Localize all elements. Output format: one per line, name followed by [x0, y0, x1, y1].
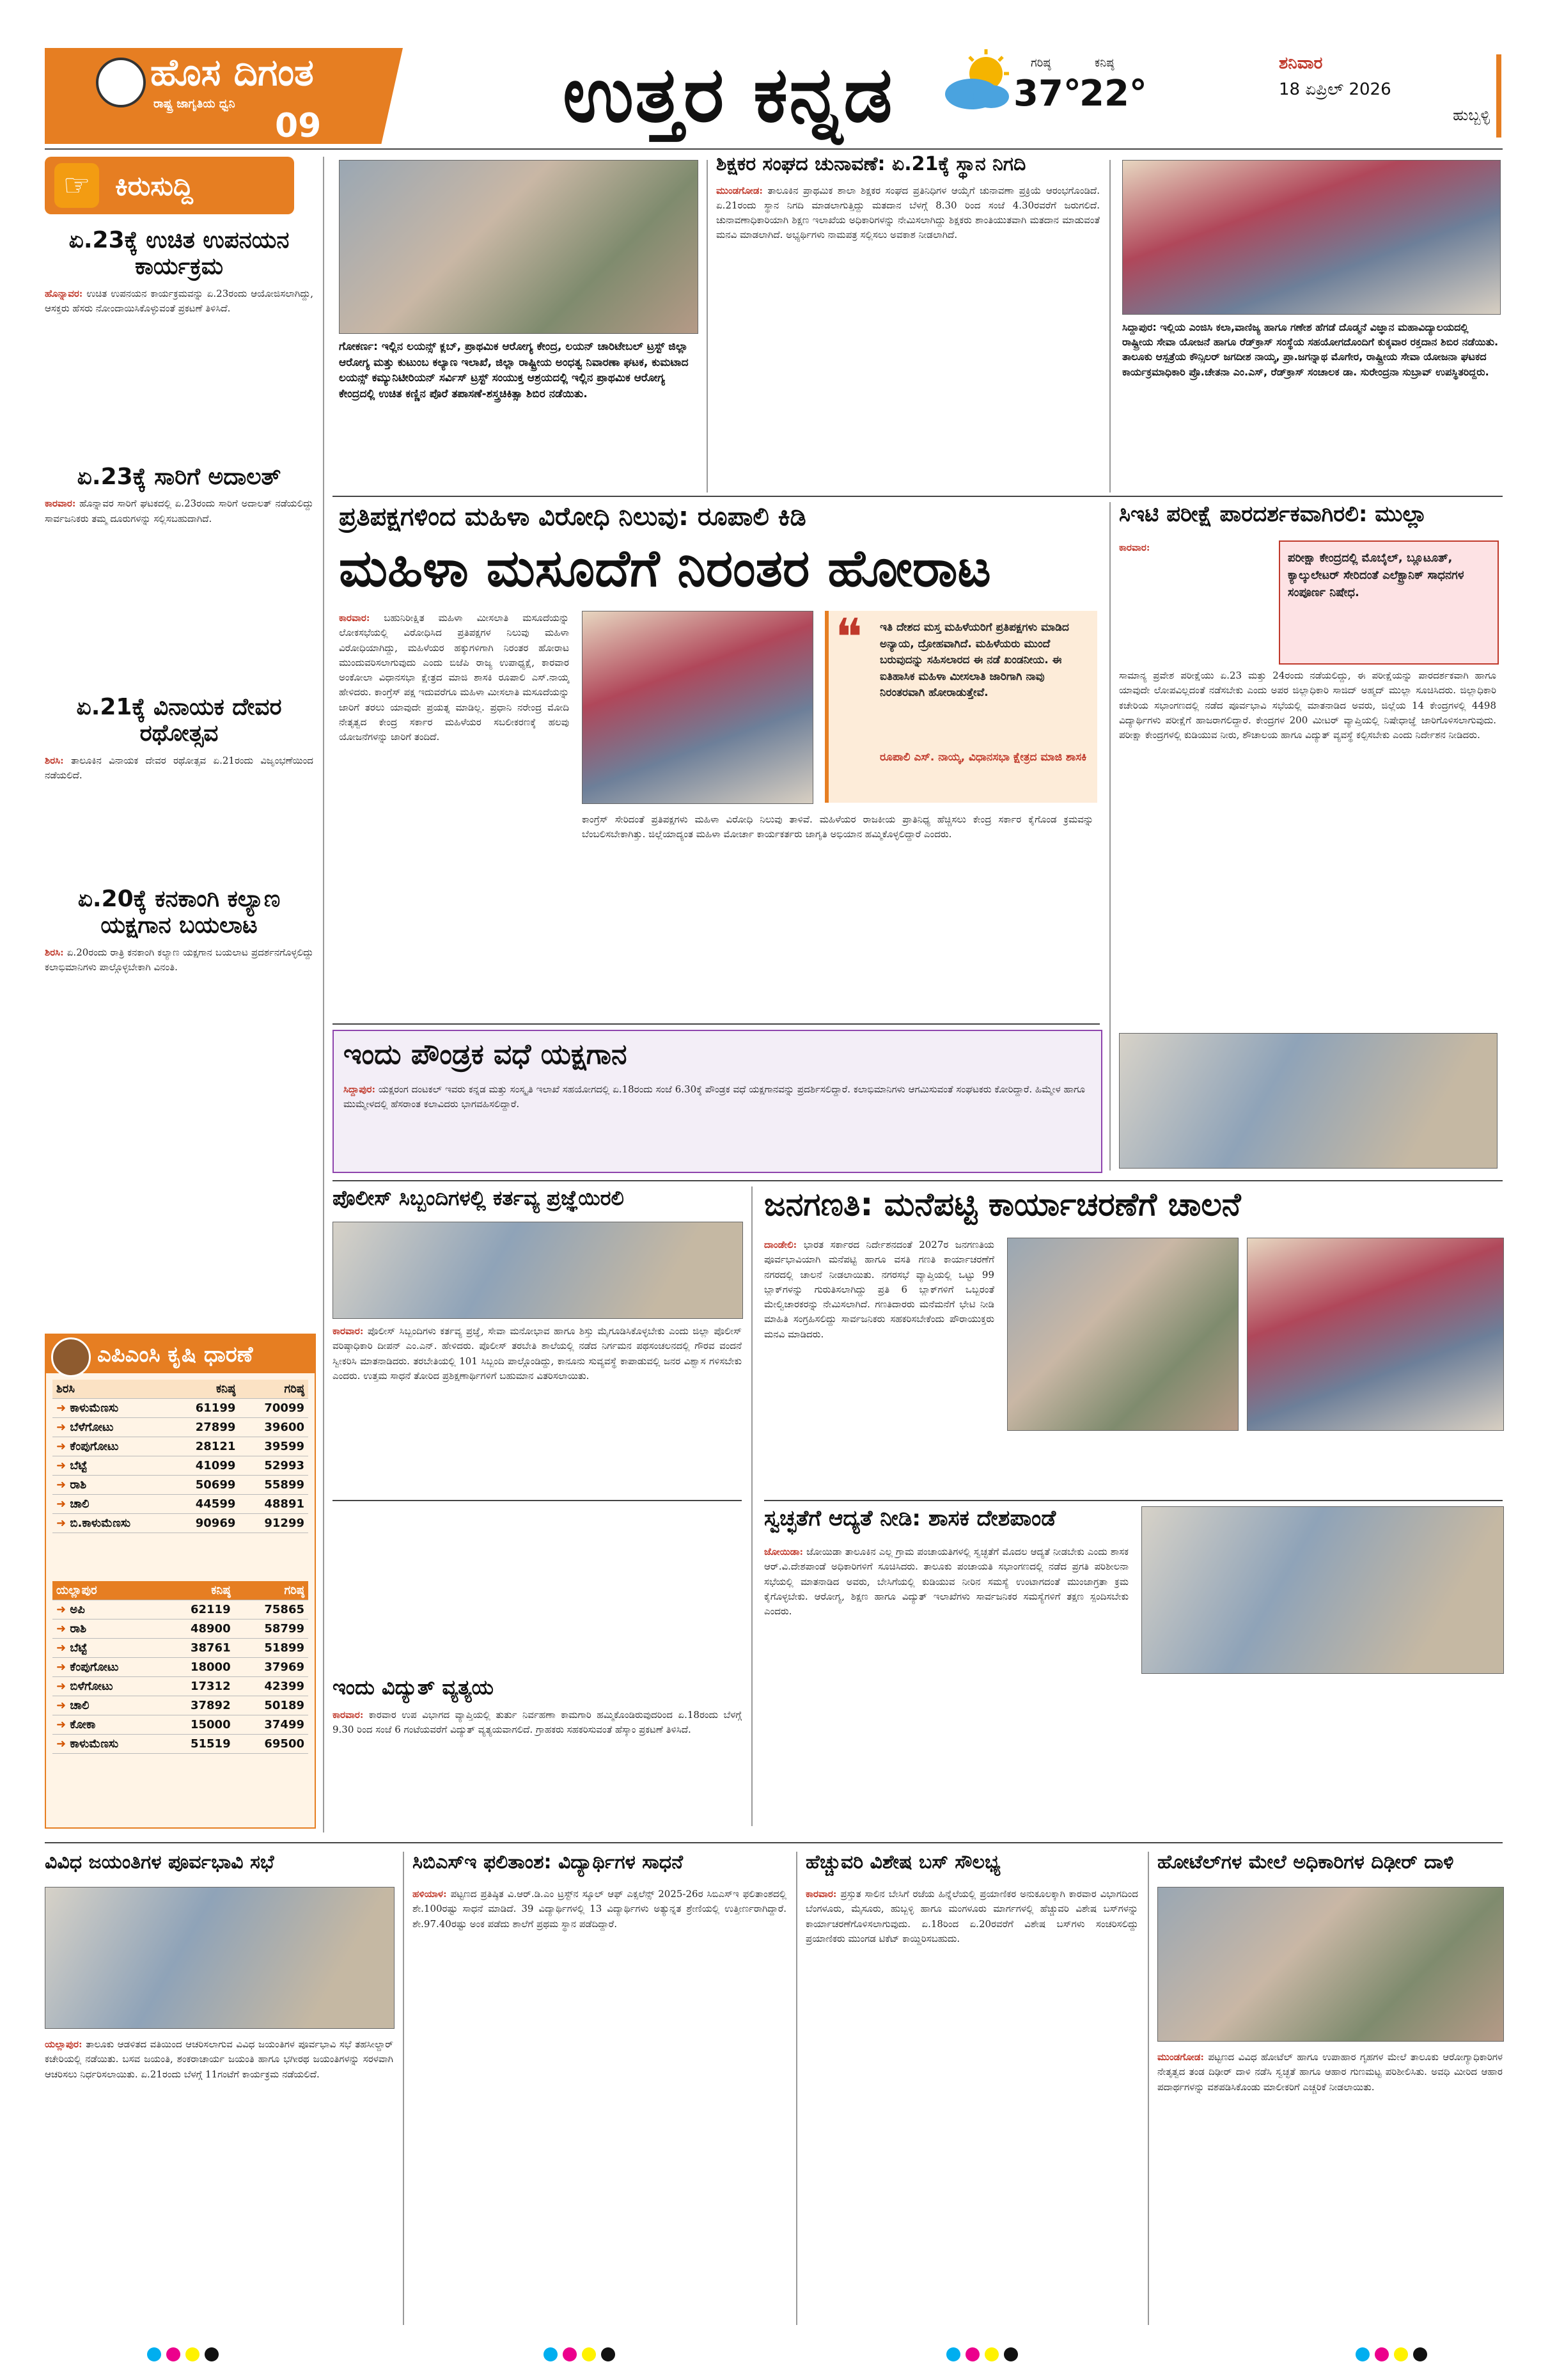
story-title: ಸ್ವಚ್ಛತೆಗೆ ಆದ್ಯತೆ ನೀಡಿ: ಶಾಸಕ ದೇಶಪಾಂಡೆ — [764, 1506, 1056, 1531]
column-divider — [751, 1186, 753, 1826]
min-temp-label: ಕನಿಷ್ಠ — [1095, 56, 1115, 70]
market-item: ರಾಶಿ — [70, 1622, 87, 1635]
kiru-item-body — [45, 945, 313, 975]
cet-exam-story — [1119, 502, 1503, 1174]
section-rule — [764, 1500, 1503, 1501]
table-row: ➜ ಅಪಿ 62119 75865 — [52, 1600, 308, 1620]
story-title: ಸಿಬಿಎಸ್‌ಇ ಫಲಿತಾಂಶ: ವಿದ್ಯಾರ್ಥಿಗಳ ಸಾಧನೆ — [412, 1851, 684, 1873]
story-body — [806, 1887, 1138, 1946]
section-rule — [332, 496, 1503, 497]
weekday: ಶನಿವಾರ — [1279, 54, 1323, 73]
story-title: ಜನಗಣತಿ: ಮನೆಪಟ್ಟಿ ಕಾರ್ಯಾಚರಣೆಗೆ ಚಾಲನೆ — [764, 1186, 1241, 1223]
column-divider — [1109, 160, 1111, 493]
market-max: 75865 — [235, 1600, 308, 1620]
story-text: ಕಾರವಾರ ಉಪ ವಿಭಾಗದ ವ್ಯಾಪ್ತಿಯಲ್ಲಿ ತುರ್ತು ನಿರ್ವಹಣಾ ಕಾಮಗಾರಿ ಹಮ್ಮಿಕೊಂಡಿರುವುದರಿಂದ ಏ.18ರಂದು ಬೆಳಗ್ಗೆ 9.30 ರಿಂದ ಸಂಜೆ 6 ಗಂಟೆಯವರೆಗೆ ವಿದ್ಯುತ್ ವ್ಯತ್ಯಯವಾಗಲಿದೆ. ಗ್ರಾಹಕರು ಸಹಕರಿಸುವಂತೆ ಹೆಸ್ಕಾಂ ಪ್ರಕಟಣೆ ತಿಳಿಸಿದೆ. — [332, 1709, 742, 1736]
market-title: ಎಪಿಎಂಸಿ ಕೃಷಿ ಧಾರಣೆ — [97, 1342, 253, 1367]
market-min: 28121 — [171, 1437, 240, 1456]
bottom-story — [806, 1852, 1138, 2325]
apmc-market-box — [45, 1334, 316, 1829]
table-row: ➜ ಬಿ.ಕಾಳುಮೆಣಸು 90969 91299 — [52, 1514, 308, 1533]
story-body — [343, 1082, 1085, 1112]
market-min: 18000 — [160, 1658, 234, 1677]
masthead — [0, 0, 1541, 154]
kiru-item-body — [45, 287, 313, 317]
story-text: ಪಟ್ಟಣದ ವಿವಿಧ ಹೋಟೆಲ್ ಹಾಗೂ ಉಪಾಹಾರ ಗೃಹಗಳ ಮೇಲೆ ತಾಲೂಕು ಆರೋಗ್ಯಾಧಿಕಾರಿಗಳ ನೇತೃತ್ವದ ತಂಡ ದಿಢೀರ್ ದಾಳಿ ನಡೆಸಿ ಸ್ವಚ್ಛತೆ ಹಾಗೂ ಆಹಾರ ಗುಣಮಟ್ಟ ಪರಿಶೀಲಿಸಿತು. ಅವಧಿ ಮೀರಿದ ಆಹಾರ ಪದಾರ್ಥಗಳನ್ನು ವಶಪಡಿಸಿಕೊಂಡು ಮಾಲೀಕರಿಗೆ ಎಚ್ಚರಿಕೆ ನೀಡಲಾಯಿತು. — [1157, 2051, 1503, 2093]
census-photo-2 — [1247, 1238, 1504, 1431]
market-item: ಬೆಳೆಗೋಟು — [70, 1421, 114, 1434]
table-row: ➜ ಬಿಳೆಗೋಟು 17312 42399 — [52, 1677, 308, 1696]
story-dateline: ಮುಂಡಗೋಡ: — [716, 184, 763, 196]
table-row: ➜ ಬೆಟ್ಟೆ 41099 52993 — [52, 1456, 308, 1476]
market-item: ಚಾಲಿ — [70, 1497, 90, 1511]
market-min: 37892 — [160, 1696, 234, 1715]
story-body — [764, 1238, 994, 1342]
kiru-item-dateline: ಶಿರಸಿ: — [45, 946, 64, 958]
color-registration-marks — [147, 2347, 224, 2364]
color-registration-marks — [946, 2347, 1023, 2364]
lead-body-1 — [339, 611, 569, 745]
story-text: ತಾಲೂಕಿನ ಪ್ರಾಥಮಿಕ ಶಾಲಾ ಶಿಕ್ಷಕರ ಸಂಘದ ಪ್ರತಿನಿಧಿಗಳ ಆಯ್ಕೆಗೆ ಚುನಾವಣಾ ಪ್ರಕ್ರಿಯೆ ಆರಂಭಗೊಂಡಿದೆ. ಏ.21ರಂದು ಸ್ಥಾನ ನಿಗದಿ ಮಾಡಲಾಗುತ್ತಿದ್ದು ಮತದಾನ ಬೆಳಗ್ಗೆ 8.30 ರಿಂದ ಸಂಜೆ 4.30ರವರೆಗೆ ಜರುಗಲಿದೆ. ಚುನಾವಣಾಧಿಕಾರಿಯಾಗಿ ಶಿಕ್ಷಣ ಇಲಾಖೆಯ ಅಧಿಕಾರಿಗಳನ್ನು ನೇಮಿಸಲಾಗಿದ್ದು ಶಿಕ್ಷಕರು ಶಾಂತಿಯುತವಾಗಿ ಮತದಾನ ಮಾಡುವಂತೆ ಮನವಿ ಮಾಡಲಾಗಿದೆ. ಅಭ್ಯರ್ಥಿಗಳು ನಾಮಪತ್ರ ಸಲ್ಲಿಸಲು ಅವಕಾಶ ನೀಡಲಾಗಿದೆ. — [716, 184, 1100, 241]
market-min: 51519 — [160, 1735, 234, 1754]
table-row: ➜ ಕೆಂಪುಗೋಟು 28121 39599 — [52, 1437, 308, 1456]
hand-icon: ☞ — [54, 163, 99, 208]
story-body — [332, 1708, 742, 1738]
story-body — [1119, 540, 1269, 555]
story-dateline: ಹಳಿಯಾಳ: — [412, 1888, 447, 1900]
story-text: ಪೊಲೀಸ್ ಸಿಬ್ಬಂದಿಗಳು ಕರ್ತವ್ಯ ಪ್ರಜ್ಞೆ, ಸೇವಾ ಮನೋಭಾವ ಹಾಗೂ ಶಿಸ್ತು ಮೈಗೂಡಿಸಿಕೊಳ್ಳಬೇಕು ಎಂದು ಜಿಲ್ಲಾ ಪೊಲೀಸ್ ವರಿಷ್ಠಾಧಿಕಾರಿ ದೀಪನ್ ಎಂ.ಎನ್. ಹೇಳಿದರು. ಪೊಲೀಸ್ ತರಬೇತಿ ಶಾಲೆಯಲ್ಲಿ ನಡೆದ ನಿರ್ಗಮನ ಪಥಸಂಚಲನದಲ್ಲಿ ಗೌರವ ವಂದನೆ ಸ್ವೀಕರಿಸಿ ಮಾತನಾಡಿದರು. ತರಬೇತಿಯಲ್ಲಿ 101 ಸಿಬ್ಬಂದಿ ಪಾಲ್ಗೊಂಡಿದ್ದು, ಕಾನೂನು ಸುವ್ಯವಸ್ಥೆ ಕಾಪಾಡುವಲ್ಲಿ ಜನರ ವಿಶ್ವಾಸ ಗಳಿಸಬೇಕು ಎಂದರು. ಉತ್ತಮ ಸಾಧನೆ ತೋರಿದ ಪ್ರಶಿಕ್ಷಣಾರ್ಥಿಗಳಿಗೆ ಬಹುಮಾನ ವಿತರಿಸಲಾಯಿತು. — [332, 1325, 742, 1382]
market-max: 91299 — [239, 1514, 308, 1533]
market-item: ಬಿಳೆಗೋಟು — [70, 1680, 113, 1693]
masthead-right-bar — [1496, 54, 1501, 138]
eye-camp-caption: ಗೋಕರ್ಣ: ಇಲ್ಲಿನ ಲಯನ್ಸ್ ಕ್ಲಬ್, ಪ್ರಾಥಮಿಕ ಆರೋಗ್ಯ ಕೇಂದ್ರ, ಲಯನ್ ಚಾರಿಟೇಬಲ್ ಟ್ರಸ್ಟ್ ಜಿಲ್ಲಾ ಆರೋಗ್ಯ ಮತ್ತು ಕುಟುಂಬ ಕಲ್ಯಾಣ ಇಲಾಖೆ, ಜಿಲ್ಲಾ ರಾಷ್ಟ್ರೀಯ ಅಂಧತ್ವ ನಿವಾರಣಾ ಘಟಕ, ಕುಮಟಾದ ಲಯನ್ಸ್ ಕಮ್ಯುನಿಟೀರಿಯನ್ ಸರ್ವಿಸ್ ಟ್ರಸ್ಟ್ ಸಂಯುಕ್ತ ಆಶ್ರಯದಲ್ಲಿ ಇಲ್ಲಿನ ಪ್ರಾಥಮಿಕ ಆರೋಗ್ಯ ಕೇಂದ್ರದಲ್ಲಿ ಉಚಿತ ಕಣ್ಣಿನ ಪೊರೆ ತಪಾಸಣೆ-ಶಸ್ತ್ರಚಿಕಿತ್ಸಾ ಶಿಬಿರ ನಡೆಯಿತು. — [339, 340, 689, 400]
market-max: 42399 — [235, 1677, 308, 1696]
market-min: 27899 — [171, 1418, 240, 1437]
market-item: ಕೆಂಪುಗೋಟು — [70, 1440, 119, 1453]
table-row: ➜ ರಾಶಿ 48900 58799 — [52, 1620, 308, 1639]
market-table-sirsi — [52, 1380, 308, 1533]
lead-quote: ಇತಿ ದೇಶದ ಮಸ್ತ ಮಹಿಳೆಯರಿಗೆ ಪ್ರತಿಪಕ್ಷಗಳು ಮಾಡಿದ ಅನ್ಯಾಯ, ದ್ರೋಹವಾಗಿದೆ. ಮಹಿಳೆಯರು ಮುಂದೆ ಬರುವುದನ್ನು ಸಹಿಸಲಾರದ ಈ ನಡೆ ಖಂಡನೀಯ. ಈ ಐತಿಹಾಸಿಕ ಮಹಿಳಾ ಮೀಸಲಾತಿ ಜಾರಿಗಾಗಿ ನಾವು ನಿರಂತರವಾಗಿ ಹೋರಾಡುತ್ತೇವೆ. — [880, 621, 1069, 699]
lead-quote-by: ರೂಪಾಲಿ ಎಸ್. ನಾಯ್ಕ, ವಿಧಾನಸಭಾ ಕ್ಷೇತ್ರದ ಮಾಜಿ ಶಾಸಕಿ — [880, 751, 1087, 764]
rupali-naik-photo — [582, 611, 813, 804]
market-item: ರಾಶಿ — [70, 1478, 87, 1492]
quote-icon: ❝ — [835, 608, 863, 667]
story-title: ಇಂದು ವಿದ್ಯುತ್ ವ್ಯತ್ಯಯ — [332, 1675, 494, 1699]
column-divider — [403, 1852, 404, 2325]
kiru-item-dateline: ಹೊನ್ನಾವರ: — [45, 287, 83, 299]
blood-camp-photo — [1122, 160, 1501, 315]
cet-highlight: ಪರೀಕ್ಷಾ ಕೇಂದ್ರದಲ್ಲಿ ಮೊಬೈಲ್, ಬ್ಲೂಟೂತ್, ಕ್ಯಾಲ್ಕುಲೇಟರ್ ಸೇರಿದಂತೆ ಎಲೆಕ್ಟ್ರಾನಿಕ್ ಸಾಧನಗಳ ಸಂಪೂರ್ಣ ನಿಷೇಧ. — [1288, 551, 1464, 599]
market-max: 70099 — [239, 1399, 308, 1418]
kiru-item-dateline: ಶಿರಸಿ: — [45, 754, 64, 766]
lead-kicker: ಪ್ರತಿಪಕ್ಷಗಳಿಂದ ಮಹಿಳಾ ವಿರೋಧಿ ನಿಲುವು: ರೂಪಾಲಿ ಕಿಡಿ — [339, 502, 806, 532]
cet-meeting-photo — [1119, 1033, 1498, 1169]
kiru-badge-label: ಕಿರುಸುದ್ದಿ — [115, 170, 193, 201]
lead-title: ಮಹಿಳಾ ಮಸೂದೆಗೆ ನಿರಂತರ ಹೋರಾಟ — [339, 539, 991, 598]
market-min: 17312 — [160, 1677, 234, 1696]
table-row: ➜ ಚಾಲಿ 37892 50189 — [52, 1696, 308, 1715]
market-max: 58799 — [235, 1620, 308, 1639]
market-col-max: ಗರಿಷ್ಠ — [235, 1581, 308, 1600]
market-max: 48891 — [239, 1495, 308, 1514]
police-story — [332, 1186, 742, 1493]
market-item: ಬೆಟ್ಟೆ — [70, 1641, 88, 1655]
market-item: ಬಿ.ಕಾಳುಮೆಣಸು — [70, 1517, 131, 1530]
kiru-item — [45, 464, 313, 526]
kiru-item-body — [45, 496, 313, 526]
market-max: 37969 — [235, 1658, 308, 1677]
market-item: ಬೆಟ್ಟೆ — [70, 1459, 88, 1472]
column-divider — [323, 157, 324, 1832]
max-temp-label: ಗರಿಷ್ಠ — [1031, 56, 1051, 70]
market-place: ಯಲ್ಲಾಪುರ — [52, 1581, 160, 1600]
market-max: 55899 — [239, 1476, 308, 1495]
color-registration-marks — [1356, 2347, 1432, 2364]
cet-highlight-box — [1279, 540, 1499, 665]
story-title: ಇಂದು ಪೌಂಡ್ರಕ ವಧೆ ಯಕ್ಷಗಾನ — [343, 1038, 627, 1071]
bottom-story-photo — [45, 1887, 395, 2029]
table-row: ➜ ಬೆಳೆಗೋಟು 27899 39600 — [52, 1418, 308, 1437]
market-max: 51899 — [235, 1639, 308, 1658]
kiru-suddi-column — [45, 157, 313, 1308]
bottom-story — [45, 1852, 393, 2325]
market-max: 39600 — [239, 1418, 308, 1437]
market-col-max: ಗರಿಷ್ಠ — [239, 1380, 308, 1399]
story-body — [764, 1545, 1129, 1619]
story-title: ಸಿಇಟಿ ಪರೀಕ್ಷೆ ಪಾರದರ್ಶಕವಾಗಿರಲಿ: ಮುಲ್ಲಾ — [1119, 501, 1427, 527]
lead-story — [332, 502, 1100, 1014]
color-registration-marks — [544, 2347, 620, 2364]
kiru-item-text: ಉಚಿತ ಉಪನಯನ ಕಾರ್ಯಕ್ರಮವನ್ನು ಏ.23ರಂದು ಆಯೋಜಿಸಲಾಗಿದ್ದು, ಆಸಕ್ತರು ಹೆಸರು ನೋಂದಾಯಿಸಿಕೊಳ್ಳುವಂತೆ ಪ್ರಕಟಣೆ ತಿಳಿಸಿದೆ. — [45, 287, 313, 315]
story-text: ಪ್ರಸ್ತುತ ಸಾಲಿನ ಬೇಸಿಗೆ ರಜೆಯ ಹಿನ್ನೆಲೆಯಲ್ಲಿ ಪ್ರಯಾಣಿಕರ ಅನುಕೂಲಕ್ಕಾಗಿ ಕಾರವಾರ ವಿಭಾಗದಿಂದ ಬೆಂಗಳೂರು, ಮೈಸೂರು, ಹುಬ್ಬಳ್ಳಿ ಹಾಗೂ ಮಂಗಳೂರು ಮಾರ್ಗಗಳಲ್ಲಿ ಹೆಚ್ಚುವರಿ ವಿಶೇಷ ಬಸ್‌ಗಳನ್ನು ಕಾರ್ಯಾಚರಣೆಗೊಳಿಸಲಾಗುವುದು. ಏ.18ರಿಂದ ಏ.20ರವರೆಗೆ ವಿಶೇಷ ಬಸ್‌ಗಳು ಸಂಚರಿಸಲಿದ್ದು ಪ್ರಯಾಣಿಕರು ಮುಂಗಡ ಟಿಕೆಟ್ ಕಾಯ್ದಿರಿಸಬಹುದು. — [806, 1888, 1138, 1944]
table-row: ➜ ಕೋಕಾ 15000 37499 — [52, 1715, 308, 1735]
market-item: ಕಾಳುಮೆಣಸು — [70, 1401, 119, 1415]
date-block — [1279, 54, 1490, 124]
table-row: ➜ ಕೆಂಪುಗೋಟು 18000 37969 — [52, 1658, 308, 1677]
market-min: 38761 — [160, 1639, 234, 1658]
story-body — [716, 184, 1100, 243]
story-body — [1157, 2050, 1503, 2095]
market-col-min: ಕನಿಷ್ಠ — [171, 1380, 240, 1399]
story-title: ಹೆಚ್ಚುವರಿ ವಿಶೇಷ ಬಸ್ ಸೌಲಭ್ಯ — [806, 1851, 1001, 1873]
table-row: ➜ ಕಾಳುಮೆಣಸು 61199 70099 — [52, 1399, 308, 1418]
lead-body-2: ಕಾಂಗ್ರೆಸ್ ಸೇರಿದಂತೆ ಪ್ರತಿಪಕ್ಷಗಳು ಮಹಿಳಾ ವಿರೋಧಿ ನಿಲುವು ತಾಳಿವೆ. ಮಹಿಳೆಯರ ರಾಜಕೀಯ ಪ್ರಾತಿನಿಧ್ಯ ಹೆಚ್ಚಿಸಲು ಕೇಂದ್ರ ಸರ್ಕಾರ ಕೈಗೊಂಡ ಕ್ರಮವನ್ನು ಬೆಂಬಲಿಸಬೇಕಾಗಿತ್ತು. ಜಿಲ್ಲೆಯಾದ್ಯಂತ ಮಹಿಳಾ ಮೋರ್ಚಾ ಕಾರ್ಯಕರ್ತರು ಜಾಗೃತಿ ಅಭಿಯಾನ ಹಮ್ಮಿಕೊಳ್ಳಲಿದ್ದಾರೆ ಎಂದರು. — [582, 814, 1093, 840]
column-divider — [796, 1852, 797, 2325]
kiru-item — [45, 694, 313, 783]
kiru-item-text: ಹೊನ್ನಾವರ ಸಾರಿಗೆ ಘಟಕದಲ್ಲಿ ಏ.23ರಂದು ಸಾರಿಗೆ ಅದಾಲತ್ ನಡೆಯಲಿದ್ದು ಸಾರ್ವಜನಿಕರು ತಮ್ಮ ದೂರುಗಳನ್ನು ಸಲ್ಲಿಸಬಹುದಾಗಿದೆ. — [45, 498, 313, 524]
story-text: ಸಾಮಾನ್ಯ ಪ್ರವೇಶ ಪರೀಕ್ಷೆಯು ಏ.23 ಮತ್ತು 24ರಂದು ನಡೆಯಲಿದ್ದು, ಈ ಪರೀಕ್ಷೆಯನ್ನು ಪಾರದರ್ಶಕವಾಗಿ ಹಾಗೂ ಯಾವುದೇ ಲೋಪವಿಲ್ಲದಂತೆ ನಡೆಸಬೇಕು ಎಂದು ಅಪರ ಜಿಲ್ಲಾಧಿಕಾರಿ ಸಾಜಿದ್ ಅಹ್ಮದ್ ಮುಲ್ಲಾ ಸೂಚಿಸಿದರು. ಜಿಲ್ಲಾಧಿಕಾರಿ ಕಚೇರಿಯ ಸಭಾಂಗಣದಲ್ಲಿ ನಡೆದ ಪೂರ್ವಭಾವಿ ಸಭೆಯಲ್ಲಿ ಮಾತನಾಡಿದ ಅವರು, ಜಿಲ್ಲೆಯ 14 ಕೇಂದ್ರಗಳಲ್ಲಿ 4498 ವಿದ್ಯಾರ್ಥಿಗಳು ಪರೀಕ್ಷೆಗೆ ಹಾಜರಾಗಲಿದ್ದಾರೆ. ಕೇಂದ್ರಗಳ 200 ಮೀಟರ್ ವ್ಯಾಪ್ತಿಯಲ್ಲಿ ನಿಷೇಧಾಜ್ಞೆ ಜಾರಿಗೊಳಿಸಲಾಗುವುದು. ಪರೀಕ್ಷಾ ಕೇಂದ್ರಗಳಲ್ಲಿ ಕುಡಿಯುವ ನೀರು, ಶೌಚಾಲಯ ಹಾಗೂ ವಿದ್ಯುತ್ ವ್ಯವಸ್ಥೆ ಕಲ್ಪಿಸಬೇಕು ಎಂದು ನಿರ್ದೇಶನ ನೀಡಿದರು. — [1119, 670, 1496, 741]
section-rule — [332, 1023, 1100, 1025]
eye-camp-photo — [339, 160, 698, 334]
story-dateline: ಜೋಯಿಡಾ: — [764, 1546, 804, 1557]
table-row: ➜ ಕಾಳುಮೆಣಸು 51519 69500 — [52, 1735, 308, 1754]
kiru-item-title: ಏ.21ಕ್ಕೆ ವಿನಾಯಕ ದೇವರ ರಥೋತ್ಸವ — [76, 694, 282, 747]
kiru-item — [45, 886, 313, 975]
story-dateline: ಮುಂಡಗೋಡ: — [1157, 2051, 1204, 2063]
table-row: ➜ ರಾಶಿ 50699 55899 — [52, 1476, 308, 1495]
story-dateline: ಯಲ್ಲಾಪುರ: — [45, 2038, 82, 2050]
story-title: ಶಿಕ್ಷಕರ ಸಂಘದ ಚುನಾವಣೆ: ಏ.21ಕ್ಕೆ ಸ್ಥಾನ ನಿಗದಿ — [716, 153, 1026, 175]
story-text: ಭಾರತ ಸರ್ಕಾರದ ನಿರ್ದೇಶನದಂತೆ 2027ರ ಜನಗಣತಿಯ ಪೂರ್ವಭಾವಿಯಾಗಿ ಮನೆಪಟ್ಟಿ ಹಾಗೂ ವಸತಿ ಗಣತಿ ಕಾರ್ಯಾಚರಣೆಗೆ ನಗರದಲ್ಲಿ ಚಾಲನೆ ನೀಡಲಾಯಿತು. ನಗರಸಭೆ ವ್ಯಾಪ್ತಿಯಲ್ಲಿ ಒಟ್ಟು 99 ಬ್ಲಾಕ್‌ಗಳನ್ನು ಗುರುತಿಸಲಾಗಿದ್ದು ಪ್ರತಿ 6 ಬ್ಲಾಕ್‌ಗಳಿಗೆ ಒಬ್ಬರಂತೆ ಮೇಲ್ವಿಚಾರಕರನ್ನು ನೇಮಿಸಲಾಗಿದೆ. ಗಣತಿದಾರರು ಮನೆಮನೆಗೆ ಭೇಟಿ ನೀಡಿ ಮಾಹಿತಿ ಸಂಗ್ರಹಿಸಲಿದ್ದು ಸಾರ್ವಜನಿಕರು ಸಹಕರಿಸಬೇಕೆಂದು ಪೌರಾಯುಕ್ತರು ಮನವಿ ಮಾಡಿದರು. — [764, 1239, 994, 1340]
bottom-story-photo — [1157, 1887, 1504, 2042]
market-item: ಚಾಲಿ — [70, 1699, 90, 1712]
story-title: ಹೋಟೆಲ್‌ಗಳ ಮೇಲೆ ಅಧಿಕಾರಿಗಳ ದಿಢೀರ್ ದಾಳಿ — [1157, 1851, 1454, 1873]
bottom-story — [412, 1852, 786, 2325]
masthead-rule — [45, 148, 1503, 150]
story-title: ಪೊಲೀಸ್ ಸಿಬ್ಬಂದಿಗಳಲ್ಲಿ ಕರ್ತವ್ಯ ಪ್ರಜ್ಞೆಯಿರಲಿ — [332, 1186, 624, 1210]
story-dateline: ಕಾರವಾರ: — [332, 1709, 364, 1721]
kiru-item — [45, 227, 313, 316]
market-col-min: ಕನಿಷ್ಠ — [160, 1581, 234, 1600]
story-dateline: ಕಾರವಾರ: — [806, 1888, 837, 1900]
market-max: 37499 — [235, 1715, 308, 1735]
table-row: ➜ ಬೆಟ್ಟೆ 38761 51899 — [52, 1639, 308, 1658]
kiru-item-title: ಏ.20ಕ್ಕೆ ಕನಕಾಂಗಿ ಕಲ್ಯಾಣ ಯಕ್ಷಗಾನ ಬಯಲಾಟ — [77, 886, 281, 939]
market-min: 62119 — [160, 1600, 234, 1620]
market-item: ಕೋಕಾ — [70, 1718, 96, 1731]
market-min: 41099 — [171, 1456, 240, 1476]
lead-dateline: ಕಾರವಾರ: — [339, 612, 370, 624]
market-min: 15000 — [160, 1715, 234, 1735]
power-cut-story — [332, 1676, 742, 1829]
story-body — [412, 1887, 786, 1932]
max-temp-value: 37° — [1013, 73, 1081, 114]
lead-text-1: ಬಹುನಿರೀಕ್ಷಿತ ಮಹಿಳಾ ಮೀಸಲಾತಿ ಮಸೂದೆಯನ್ನು ಲೋಕಸಭೆಯಲ್ಲಿ ವಿರೋಧಿಸಿದ ಪ್ರತಿಪಕ್ಷಗಳ ನಿಲುವು ಮಹಿಳಾ ವಿರೋಧಿಯಾಗಿದ್ದು, ಮಹಿಳೆಯರ ಹಕ್ಕುಗಳಿಗಾಗಿ ನಿರಂತರ ಹೋರಾಟ ಮುಂದುವರಿಸಲಾಗುವುದು ಎಂದು ಬಿಜೆಪಿ ರಾಜ್ಯ ಉಪಾಧ್ಯಕ್ಷೆ, ಕಾರವಾರ ಅಂಕೋಲಾ ವಿಧಾನಸಭಾ ಕ್ಷೇತ್ರದ ಮಾಜಿ ಶಾಸಕಿ ರೂಪಾಲಿ ಎಸ್.ನಾಯ್ಕ ಹೇಳಿದರು. ಕಾಂಗ್ರೆಸ್ ಪಕ್ಷ ಇದುವರೆಗೂ ಮಹಿಳಾ ಮೀಸಲಾತಿ ಮಸೂದೆಯನ್ನು ಜಾರಿಗೆ ತರಲು ಯಾವುದೇ ಪ್ರಯತ್ನ ಮಾಡಿಲ್ಲ. ಪ್ರಧಾನಿ ನರೇಂದ್ರ ಮೋದಿ ನೇತೃತ್ವದ ಕೇಂದ್ರ ಸರ್ಕಾರ ಮಹಿಳೆಯರ ಸಬಲೀಕರಣಕ್ಕೆ ಹಲವು ಯೋಜನೆಗಳನ್ನು ಜಾರಿಗೆ ತಂದಿದೆ. — [339, 612, 569, 743]
kiru-item-text: ತಾಲೂಕಿನ ವಿನಾಯಕ ದೇವರ ರಥೋತ್ಸವ ಏ.21ರಂದು ವಿಜೃಂಭಣೆಯಿಂದ ನಡೆಯಲಿದೆ. — [45, 754, 313, 782]
story-dateline: ಕಾರವಾರ: — [1119, 542, 1150, 553]
kiru-item-title: ಏ.23ಕ್ಕೆ ಸಾರಿಗೆ ಅದಾಲತ್ — [77, 464, 281, 490]
arecanut-icon — [51, 1337, 91, 1377]
column-divider — [707, 160, 708, 493]
market-item: ಕಾಳುಮೆಣಸು — [70, 1737, 119, 1751]
story-dateline: ದಾಂಡೇಲಿ: — [764, 1239, 797, 1250]
market-min: 61199 — [171, 1399, 240, 1418]
story-title: ವಿವಿಧ ಜಯಂತಿಗಳ ಪೂರ್ವಭಾವಿ ಸಭೆ — [45, 1851, 274, 1873]
market-min: 48900 — [160, 1620, 234, 1639]
weather-icon — [940, 48, 1017, 118]
police-parade-photo — [332, 1222, 743, 1319]
brand-name: ಹೊಸ ದಿಗಂತ — [150, 51, 314, 94]
story-dateline: ಸಿದ್ದಾಪುರ: — [343, 1084, 375, 1095]
yakshagana-story — [332, 1030, 1102, 1173]
story-text: ತಾಲೂಕು ಆಡಳಿತದ ವತಿಯಿಂದ ಆಚರಿಸಲಾಗುವ ವಿವಿಧ ಜಯಂತಿಗಳ ಪೂರ್ವಭಾವಿ ಸಭೆ ತಹಸೀಲ್ದಾರ್ ಕಚೇರಿಯಲ್ಲಿ ನಡೆಯಿತು. ಬಸವ ಜಯಂತಿ, ಶಂಕರಾಚಾರ್ಯ ಜಯಂತಿ ಹಾಗೂ ಭಗೀರಥ ಜಯಂತಿಗಳನ್ನು ಸರಳವಾಗಿ ಆಚರಿಸಲು ನಿರ್ಧರಿಸಲಾಯಿತು. ಏ.21ರಂದು ಬೆಳಗ್ಗೆ 11ಗಂಟೆಗೆ ಕಾರ್ಯಕ್ರಮ ನಡೆಯಲಿದೆ. — [45, 2038, 393, 2080]
story-text: ಪಟ್ಟಣದ ಪ್ರತಿಷ್ಠಿತ ವಿ.ಆರ್.ಡಿ.ಎಂ ಟ್ರಸ್ಟ್‌ನ ಸ್ಕೂಲ್ ಆಫ್ ಎಕ್ಸಲೆನ್ಸ್ 2025-26ರ ಸಿಬಿಎಸ್‌ಇ ಫಲಿತಾಂಶದಲ್ಲಿ ಶೇ.100ರಷ್ಟು ಸಾಧನೆ ಮಾಡಿದೆ. 39 ವಿದ್ಯಾರ್ಥಿಗಳಲ್ಲಿ 13 ವಿದ್ಯಾರ್ಥಿಗಳು ಅತ್ಯುನ್ನತ ಶ್ರೇಣಿಯಲ್ಲಿ ಉತ್ತೀರ್ಣರಾಗಿದ್ದಾರೆ. ಶೇ.97.40ರಷ್ಟು ಅಂಕ ಪಡೆದು ಶಾಲೆಗೆ ಪ್ರಥಮ ಸ್ಥಾನ ಪಡೆದಿದ್ದಾರೆ. — [412, 1888, 786, 1930]
kiru-item-title: ಏ.23ಕ್ಕೆ ಉಚಿತ ಉಪನಯನ ಕಾರ್ಯಕ್ರಮ — [68, 227, 290, 280]
page-number: 09 — [275, 107, 322, 145]
teachers-election-story — [716, 154, 1100, 243]
date: 18 ಏಪ್ರಿಲ್ 2026 — [1279, 79, 1391, 99]
story-text: ಯಕ್ಷರಂಗ ದಂಟಕಲ್ ಇವರು ಕನ್ನಡ ಮತ್ತು ಸಂಸ್ಕೃತಿ ಇಲಾಖೆ ಸಹಯೋಗದಲ್ಲಿ ಏ.18ರಂದು ಸಂಜೆ 6.30ಕ್ಕೆ ಪೌಂಡ್ರಕ ವಧೆ ಯಕ್ಷಗಾನವನ್ನು ಪ್ರದರ್ಶಿಸಲಿದ್ದಾರೆ. ಕಲಾಭಿಮಾನಿಗಳು ಆಗಮಿಸುವಂತೆ ಸಂಘಟಕರು ಕೋರಿದ್ದಾರೆ. ಹಿಮ್ಮೇಳ ಹಾಗೂ ಮುಮ್ಮೇಳದಲ್ಲಿ ಹೆಸರಾಂತ ಕಲಾವಿದರು ಭಾಗವಹಿಸಲಿದ್ದಾರೆ. — [343, 1084, 1085, 1110]
market-item: ಕೆಂಪುಗೋಟು — [70, 1660, 119, 1674]
column-divider — [1148, 1852, 1149, 2325]
deshpande-meeting-photo — [1141, 1506, 1504, 1674]
section-rule — [332, 1180, 1503, 1181]
market-place: ಶಿರಸಿ — [52, 1380, 171, 1399]
kiru-item-dateline: ಕಾರವಾರ: — [45, 498, 76, 510]
market-min: 50699 — [171, 1476, 240, 1495]
market-max: 39599 — [239, 1437, 308, 1456]
kiru-item-body — [45, 753, 313, 784]
city: ಹುಬ್ಬಳ್ಳಿ — [1453, 106, 1490, 124]
section-rule — [332, 1500, 742, 1501]
story-dateline: ಕಾರವಾರ: — [332, 1325, 364, 1337]
column-divider — [1109, 502, 1111, 1170]
story-text: ಜೋಯಿಡಾ ತಾಲೂಕಿನ ಎಲ್ಲ ಗ್ರಾಮ ಪಂಚಾಯತಿಗಳಲ್ಲಿ ಸ್ವಚ್ಛತೆಗೆ ಮೊದಲ ಆದ್ಯತೆ ನೀಡಬೇಕು ಎಂದು ಶಾಸಕ ಆರ್.ವಿ.ದೇಶಪಾಂಡೆ ಅಧಿಕಾರಿಗಳಿಗೆ ಸೂಚಿಸಿದರು. ತಾಲೂಕು ಪಂಚಾಯತಿ ಸಭಾಂಗಣದಲ್ಲಿ ನಡೆದ ಪ್ರಗತಿ ಪರಿಶೀಲನಾ ಸಭೆಯಲ್ಲಿ ಮಾತನಾಡಿದ ಅವರು, ಬೇಸಿಗೆಯಲ್ಲಿ ಕುಡಿಯುವ ನೀರಿನ ಸಮಸ್ಯೆ ಉಂಟಾಗದಂತೆ ಮುಂಜಾಗ್ರತಾ ಕ್ರಮ ಕೈಗೊಳ್ಳಬೇಕು. ಆರೋಗ್ಯ, ಶಿಕ್ಷಣ ಹಾಗೂ ವಿದ್ಯುತ್ ಇಲಾಖೆಗಳು ಸಾರ್ವಜನಿಕರ ಸಮಸ್ಯೆಗಳಿಗೆ ತಕ್ಷಣ ಸ್ಪಂದಿಸಬೇಕು ಎಂದರು. — [764, 1546, 1129, 1617]
market-min: 90969 — [171, 1514, 240, 1533]
lead-quote-box — [825, 608, 1097, 803]
market-min: 44599 — [171, 1495, 240, 1514]
edition-title: ಉತ್ತರ ಕನ್ನಡ — [563, 51, 894, 139]
market-item: ಅಪಿ — [70, 1603, 85, 1616]
bottom-story — [1157, 1852, 1503, 2325]
kiru-item-text: ಏ.20ರಂದು ರಾತ್ರಿ ಕನಕಾಂಗಿ ಕಲ್ಯಾಣ ಯಕ್ಷಗಾನ ಬಯಲಾಟ ಪ್ರದರ್ಶನಗೊಳ್ಳಲಿದ್ದು ಕಲಾಭಿಮಾನಿಗಳು ಪಾಲ್ಗೊಳ್ಳಬೇಕಾಗಿ ವಿನಂತಿ. — [45, 946, 313, 973]
market-max: 69500 — [235, 1735, 308, 1754]
census-photo-1 — [1007, 1238, 1239, 1431]
min-temp-value: 22° — [1079, 73, 1147, 114]
market-table-yellapur — [52, 1581, 308, 1754]
story-body — [45, 2037, 393, 2082]
cleanliness-story — [764, 1506, 1503, 1826]
census-story — [764, 1186, 1503, 1493]
table-row: ➜ ಚಾಲಿ 44599 48891 — [52, 1495, 308, 1514]
brand-logo-icon — [96, 58, 146, 107]
blood-camp-caption: ಸಿದ್ದಾಪುರ: ಇಲ್ಲಿಯ ಎಂಜಿಸಿ ಕಲಾ,ವಾಣಿಜ್ಯ ಹಾಗೂ ಗಣೇಶ ಹೆಗಡೆ ದೊಡ್ಮನೆ ವಿಜ್ಞಾನ ಮಹಾವಿದ್ಯಾಲಯದಲ್ಲಿ ರಾಷ್ಟ್ರೀಯ ಸೇವಾ ಯೋಜನೆ ಹಾಗೂ ರೆಡ್‌ಕ್ರಾಸ್ ಸಂಸ್ಥೆಯ ಸಹಯೋಗದೊಂದಿಗೆ ಕುಕ್ಕವಾರ ರಕ್ತದಾನ ಶಿಬಿರ ನಡೆಯಿತು. ತಾಲೂಕು ಆಸ್ಪತ್ರೆಯ ಕೌನ್ಸಿಲರ್ ಜಗದೀಶ ನಾಯ್ಕ, ಪ್ರಾ.ಜಗನ್ನಾಥ ಮೊಗೇರ, ರಾಷ್ಟ್ರೀಯ ಸೇವಾ ಯೋಜನಾ ಘಟಕದ ಕಾರ್ಯಕ್ರಮಾಧಿಕಾರಿ ಪ್ರೊ.ಚೇತನಾ ಎಂ.ಎಸ್, ರೆಡ್‌ಕ್ರಾಸ್ ಸಂಚಾಲಕ ಡಾ. ಸುರೇಂದ್ರನಾ ಸುಬ್ರಾವ್ ಉಪಸ್ಥಿತರಿದ್ದರು. — [1122, 321, 1499, 378]
section-rule — [45, 1842, 1503, 1843]
market-max: 50189 — [235, 1696, 308, 1715]
story-body — [332, 1324, 742, 1383]
market-max: 52993 — [239, 1456, 308, 1476]
brand-tagline: ರಾಷ್ಟ್ರ ಜಾಗೃತಿಯ ಧ್ವನಿ — [153, 97, 235, 111]
